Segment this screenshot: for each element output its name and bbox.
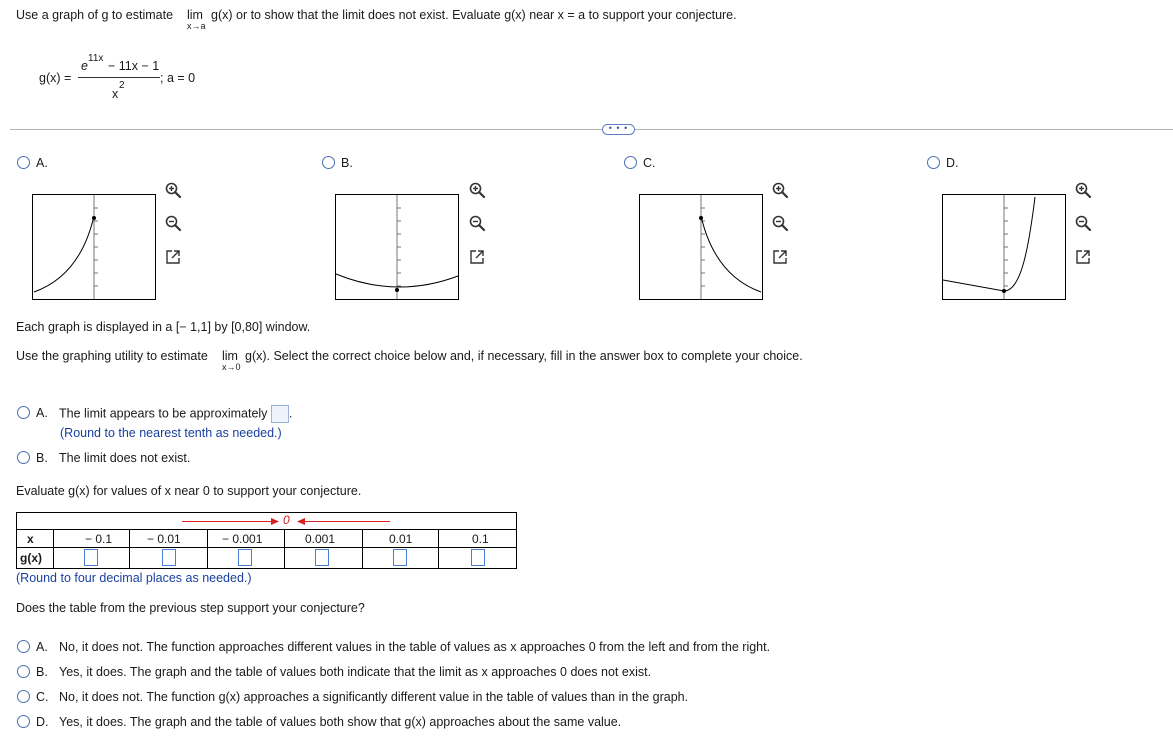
- q2-choice-a-hint: (Round to the nearest tenth as needed.): [60, 426, 282, 440]
- choice-letter: D.: [946, 156, 959, 170]
- radio-icon[interactable]: [17, 156, 30, 169]
- fraction-bar: [78, 77, 160, 78]
- choice-letter: B.: [341, 156, 353, 170]
- gx-input[interactable]: [162, 549, 176, 566]
- q4-choice-a[interactable]: [17, 640, 770, 654]
- popout-icon[interactable]: [468, 248, 486, 266]
- choice-letter: B.: [36, 665, 48, 679]
- graph-choice-d[interactable]: [927, 156, 959, 170]
- zoom-out-icon[interactable]: [771, 214, 789, 232]
- choice-text: Yes, it does. The graph and the table of values both show that g(x) approaches about the same value.: [59, 715, 622, 729]
- values-table: [16, 512, 517, 569]
- zoom-out-icon[interactable]: [468, 214, 486, 232]
- gx-cell: [208, 548, 285, 569]
- denominator-exponent: 2: [119, 80, 125, 91]
- popout-icon[interactable]: [1074, 248, 1092, 266]
- graph-choice-b[interactable]: [322, 156, 353, 170]
- zoom-out-icon[interactable]: [164, 214, 182, 232]
- q2-choice-a[interactable]: [17, 405, 292, 423]
- radio-icon[interactable]: [624, 156, 637, 169]
- popout-icon[interactable]: [164, 248, 182, 266]
- gx-input[interactable]: [238, 549, 252, 566]
- x-cell: 0.1: [439, 530, 517, 548]
- approach-zero-label: 0: [283, 513, 290, 527]
- function-lhs: g(x) =: [39, 71, 72, 85]
- graph-choice-c[interactable]: [624, 156, 656, 170]
- radio-icon[interactable]: [17, 690, 30, 703]
- x-cell: 0.001: [285, 530, 363, 548]
- q4-choice-c[interactable]: [17, 690, 688, 704]
- graph-b: [335, 194, 459, 300]
- q2-prompt-rest: g(x). Select the correct choice below and, if necessary, fill in the answer box to complete your choice.: [245, 349, 803, 363]
- approach-arrows: [17, 513, 517, 530]
- x-cell: − 0.01: [130, 530, 208, 548]
- choice-b-text: The limit does not exist.: [59, 451, 191, 465]
- q2-prompt: Use the graphing utility to estimate: [16, 349, 208, 363]
- zoom-in-icon[interactable]: [164, 181, 182, 199]
- choice-letter: A.: [36, 156, 48, 170]
- lim-subscript: x→0: [222, 362, 241, 372]
- choice-letter: A.: [36, 640, 48, 654]
- graph-c: [639, 194, 763, 300]
- zoom-in-icon[interactable]: [771, 181, 789, 199]
- radio-icon[interactable]: [17, 406, 30, 419]
- graph-choice-a[interactable]: [17, 156, 48, 170]
- numerator-exponent: 11x: [88, 53, 104, 64]
- x-cell: − 0.001: [208, 530, 285, 548]
- radio-icon[interactable]: [17, 715, 30, 728]
- x-cell: 0.01: [363, 530, 439, 548]
- choice-text: No, it does not. The function g(x) approaches a significantly different value in the table of values than in the graph.: [59, 690, 689, 704]
- denominator-x: x: [112, 87, 119, 101]
- gx-input[interactable]: [84, 549, 98, 566]
- window-note: Each graph is displayed in a [− 1,1] by [0,80] window.: [16, 320, 311, 334]
- numerator-e: e: [81, 59, 88, 73]
- limit-notation: [187, 8, 206, 31]
- lim-word: lim: [222, 349, 238, 363]
- q3-hint: (Round to four decimal places as needed.): [16, 571, 252, 585]
- a-value: ; a = 0: [160, 71, 196, 85]
- zoom-in-icon[interactable]: [468, 181, 486, 199]
- zoom-in-icon[interactable]: [1074, 181, 1092, 199]
- x-header: x: [17, 530, 54, 548]
- lim-word: lim: [187, 8, 203, 22]
- numerator-rest: − 11x − 1: [108, 59, 160, 73]
- gx-cell: [130, 548, 208, 569]
- radio-icon[interactable]: [17, 665, 30, 678]
- right-arrowhead: [297, 518, 305, 525]
- q2-choice-b[interactable]: [17, 451, 190, 465]
- choice-letter: C.: [36, 690, 49, 704]
- popout-icon[interactable]: [771, 248, 789, 266]
- x-cell: − 0.1: [54, 530, 130, 548]
- problem-intro-rest: g(x) or to show that the limit does not exist. Evaluate g(x) near x = a to support your conjecture.: [211, 8, 737, 22]
- q2-limit-notation: [222, 349, 241, 372]
- point-marker: [1002, 289, 1006, 293]
- gx-cell: [363, 548, 439, 569]
- arrow-row: [17, 513, 517, 530]
- gx-cell: [285, 548, 363, 569]
- gx-row: [17, 548, 517, 569]
- q4-choice-d[interactable]: [17, 715, 621, 729]
- expand-more-button[interactable]: • • •: [602, 124, 635, 135]
- left-arrowhead: [271, 518, 279, 525]
- x-row: [17, 530, 517, 548]
- graph-a: [32, 194, 156, 300]
- gx-input[interactable]: [393, 549, 407, 566]
- lim-subscript: x→a: [187, 21, 206, 31]
- period: .: [288, 406, 293, 421]
- radio-icon[interactable]: [927, 156, 940, 169]
- section-divider: [10, 129, 1173, 130]
- zoom-out-icon[interactable]: [1074, 214, 1092, 232]
- q3-prompt: Evaluate g(x) for values of x near 0 to support your conjecture.: [16, 484, 362, 498]
- problem-intro: Use a graph of g to estimate: [16, 8, 174, 22]
- choice-a-text: The limit appears to be approximately: [59, 406, 268, 421]
- radio-icon[interactable]: [322, 156, 335, 169]
- radio-icon[interactable]: [17, 640, 30, 653]
- choice-letter: B.: [36, 451, 48, 465]
- choice-text: No, it does not. The function approaches different values in the table of values as x approaches 0 from the left and from the right.: [59, 640, 771, 654]
- gx-input[interactable]: [315, 549, 329, 566]
- q4-prompt: Does the table from the previous step support your conjecture?: [16, 601, 365, 615]
- choice-letter: D.: [36, 715, 49, 729]
- gx-cell: [439, 548, 517, 569]
- point-marker: [92, 216, 96, 220]
- q4-choice-b[interactable]: [17, 665, 651, 679]
- gx-input[interactable]: [471, 549, 485, 566]
- graph-d: [942, 194, 1066, 300]
- gx-cell: [54, 548, 130, 569]
- gx-header: g(x): [17, 548, 54, 569]
- choice-letter: A.: [36, 406, 48, 421]
- choice-letter: C.: [643, 156, 656, 170]
- limit-answer-input[interactable]: [271, 405, 289, 423]
- choice-text: Yes, it does. The graph and the table of values both indicate that the limit as x approaches 0 does not exist.: [59, 665, 652, 679]
- point-marker: [395, 288, 399, 292]
- point-marker: [699, 216, 703, 220]
- radio-icon[interactable]: [17, 451, 30, 464]
